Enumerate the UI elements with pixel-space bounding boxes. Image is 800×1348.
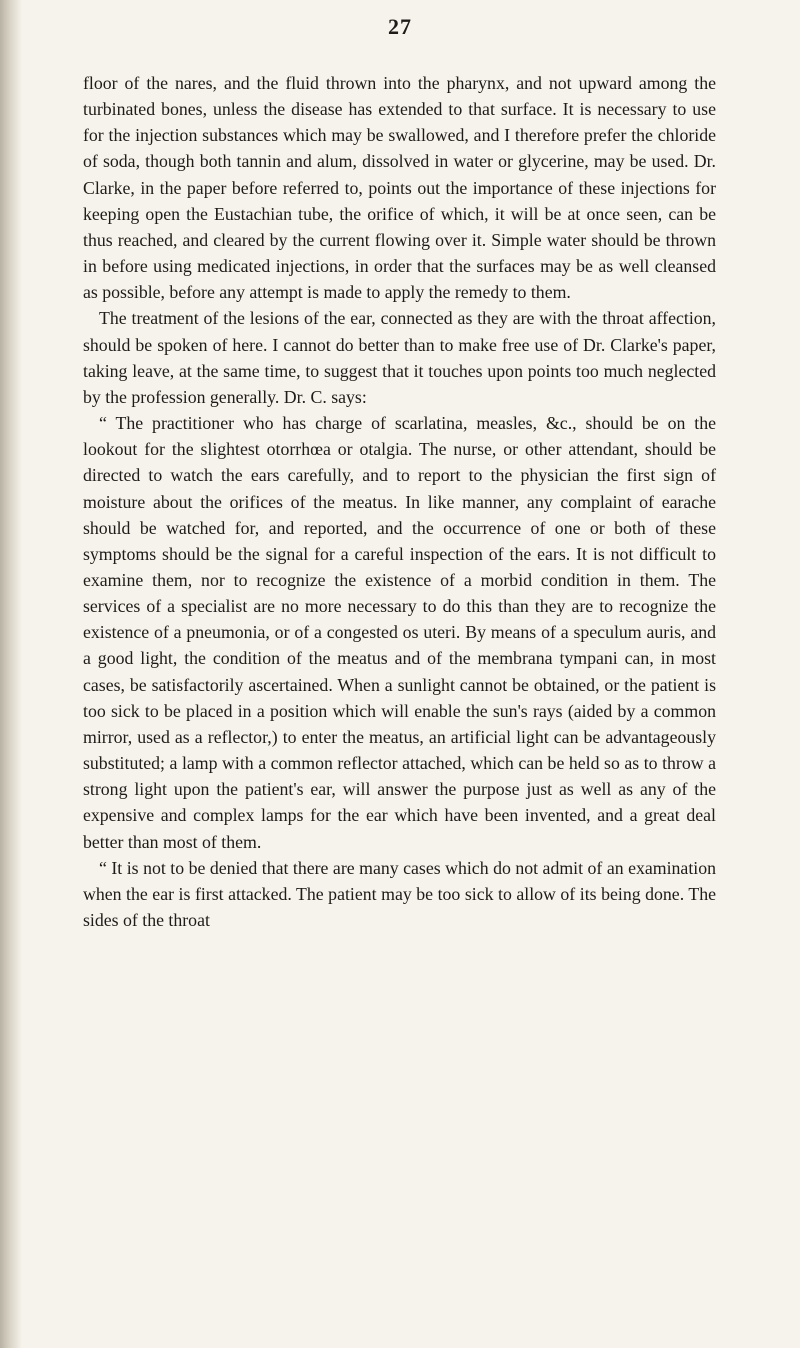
- paragraph-quotation-examination: “ It is not to be denied that there are many cases which do not admit of an examination when the ear is first attacked. The patient may be too sick to allow of its being done. The sides of the throat: [83, 857, 716, 930]
- paragraph-quotation-practitioner: “ The practitioner who has charge of scarlatina, measles, &c., should be on the lookout for the slightest otorrhœa or otalgia. The nurse, or other attendant, should be directed to watch the ears carefully, and to report to the physician the first sign of moisture about the orifices of the meatus. In like manner, any complaint of earache should be watched for, and reported, and the occurrence of one or both of these symptoms should be the signal for a careful inspection of the ears. It is not difficult to examine them, nor to recognize the existence of a morbid condition in them. The services of a specialist are no more necessary to do this than they are to recognize the existence of a pneumonia, or of a congested os uteri. By means of a speculum auris, and a good light, the condition of the meatus and of the membrana tympani can, in most cases, be satisfactorily ascertained. When a sunlight cannot be obtained, or the patient is too sick to be placed in a position which will enable the sun's rays (aided by a common mirror, used as a reflector,) to enter the meatus, an artificial light can be advantageously substituted; a lamp with a common reflector attached, which can be held so as to throw a strong light upon the patient's ear, will answer the purpose just as well as any of the expensive and complex lamps for the ear which have been invented, and a great deal better than most of them.: [83, 413, 716, 852]
- body-text: [83, 70, 716, 933]
- page-number: 27: [388, 14, 412, 39]
- paragraph-continuation: floor of the nares, and the fluid thrown into the pharynx, and not upward among the turbinated bones, unless the disease has extended to that surface. It is necessary to use for the injection substances which may be swallowed, and I therefore prefer the chloride of soda, though both tannin and alum, dissolved in water or glycerine, may be used. Dr. Clarke, in the paper before referred to, points out the importance of these injections for keeping open the Eustachian tube, the orifice of which, it will be at once seen, can be thus reached, and cleared by the current flowing over it. Simple water should be thrown in before using medicated injections, in order that the surfaces may be as well cleansed as possible, before any attempt is made to apply the remedy to them.: [83, 73, 716, 303]
- page-gutter-shadow: [0, 0, 22, 1348]
- paragraph-ear-treatment: The treatment of the lesions of the ear, connected as they are with the throat affection, should be spoken of here. I cannot do better than to make free use of Dr. Clarke's paper, taking leave, at the same time, to suggest that it touches upon points too much neglected by the profession generally. Dr. C. says:: [83, 308, 716, 407]
